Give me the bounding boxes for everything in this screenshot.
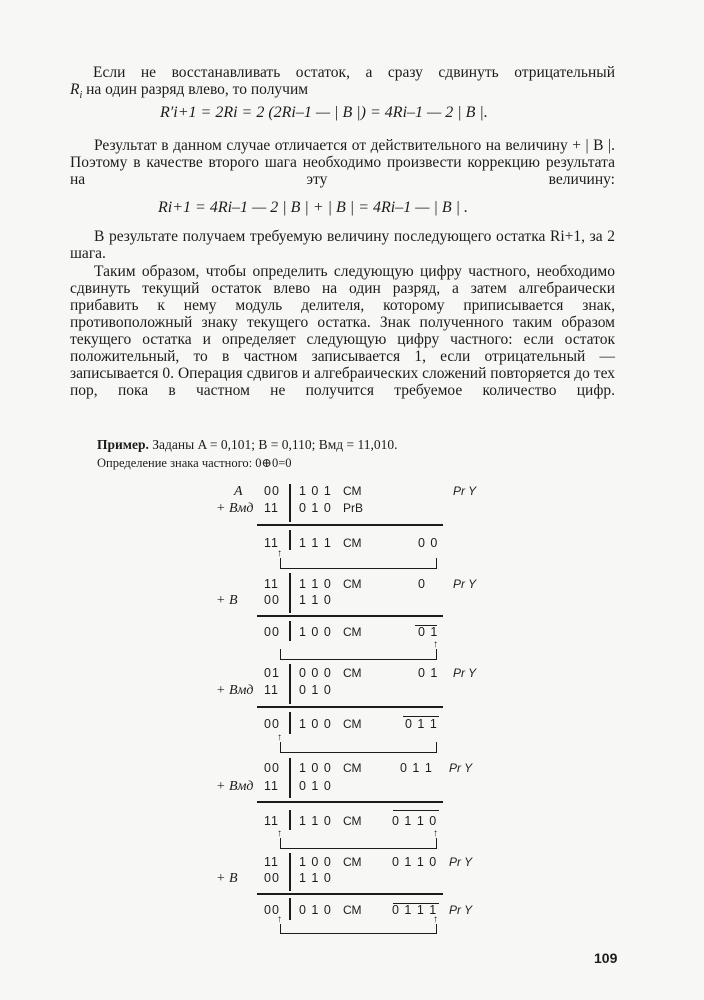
operand-label: A	[234, 484, 243, 499]
register-right: Pr Y	[453, 666, 477, 680]
para4: Таким образом, чтобы определить следующую цифру частного, необходимо сдвинуть текущий остаток влево на один разряд, а затем алгебраически прибавить к нему модуль делителя, которому приписывается знак, противоположный знаку текущего остатка. Знак полученного таким образом текущего остатка и определяет следующую цифру частного: если остаток положительный, то в частном записывается 1, если отрицательный — записывается 0. Операция сдвигов и алгебраических сложений повторяется до тех пор, пока в частном не получится требуемое количество цифр.	[70, 263, 615, 399]
var-R: R	[70, 81, 80, 98]
up-arrow-icon: ↑	[433, 914, 438, 925]
register-tag: СМ	[343, 814, 362, 828]
register-right: Pr Y	[449, 855, 473, 869]
int-part: 11	[264, 683, 279, 697]
sum-rule	[257, 706, 443, 708]
example-given	[97, 437, 398, 453]
quotient-digits: 0 1	[418, 666, 439, 680]
example-sign: Определение знака частного: 0⊕0=0	[97, 456, 292, 470]
shift-bracket	[280, 933, 437, 934]
frac-part: 1 1 1	[299, 536, 332, 550]
int-part: 00	[264, 484, 280, 498]
frac-part: 1 1 0	[299, 593, 332, 607]
shift-bracket	[436, 838, 437, 848]
int-part: 11	[264, 814, 279, 828]
operand-label: + Bмд	[216, 501, 254, 516]
frac-part: 0 0 0	[299, 666, 332, 680]
separator	[289, 898, 291, 920]
separator	[289, 758, 291, 798]
register-tag: СМ	[343, 717, 362, 731]
example-label: Пример.	[97, 437, 149, 452]
quotient-digits: 0 1	[418, 625, 439, 639]
separator	[289, 810, 291, 830]
frac-part: 0 1 0	[299, 779, 332, 793]
up-arrow-icon: ↑	[277, 732, 282, 743]
frac-part: 1 0 0	[299, 855, 332, 869]
up-arrow-icon: ↑	[433, 639, 438, 650]
quotient-digits: 0 1 1 0	[392, 814, 438, 828]
separator	[289, 530, 291, 550]
quotient-digits: 0 1 1 1	[392, 903, 438, 917]
separator	[289, 573, 291, 613]
int-part: 11	[264, 577, 279, 591]
int-part: 11	[264, 501, 279, 515]
quotient-digits: 0 0	[418, 536, 439, 550]
shift-bracket	[436, 924, 437, 933]
sum-rule	[257, 615, 443, 617]
var-sub: i	[79, 90, 83, 102]
shift-bracket	[280, 924, 281, 933]
sum-rule	[257, 801, 443, 803]
register-tag: СМ	[343, 903, 362, 917]
register-right: Pr Y	[449, 903, 473, 917]
para2: Результат в данном случае отличается от действительного на величину + | B |. Поэтому в качестве второго шага необходимо произвести коррекцию результата на эту величину:	[70, 137, 615, 188]
frac-part: 0 1 0	[299, 903, 332, 917]
register-tag: СМ	[343, 536, 362, 550]
separator	[289, 712, 291, 734]
int-part: 11	[264, 779, 279, 793]
shift-bracket	[280, 568, 437, 569]
register-right: Pr Y	[453, 577, 477, 591]
frac-part: 1 0 0	[299, 761, 332, 775]
frac-part: 1 0 0	[299, 625, 332, 639]
page-number: 109	[594, 950, 618, 966]
frac-part: 1 0 1	[299, 484, 332, 498]
operand-label: + B	[216, 593, 238, 608]
para1-line2	[70, 81, 615, 104]
shift-bracket	[280, 558, 281, 568]
shift-bracket	[436, 649, 437, 659]
equation-2: Ri+1 = 4Ri–1 — 2 | B | + | B | = 4Ri–1 — | B | .	[158, 199, 469, 216]
shift-bracket	[280, 848, 437, 849]
operand-label: + B	[216, 871, 238, 886]
up-arrow-icon: ↑	[277, 548, 282, 559]
register-tag: СМ	[343, 577, 362, 591]
frac-part: 1 1 0	[299, 871, 332, 885]
shift-bracket	[280, 838, 281, 848]
shift-bracket	[280, 659, 437, 660]
frac-part: 1 1 0	[299, 577, 332, 591]
shift-bracket	[280, 752, 437, 753]
separator	[289, 853, 291, 891]
register-tag: СМ	[343, 761, 362, 775]
register-tag: СМ	[343, 484, 362, 498]
para3: В результате получаем требуемую величину последующего остатка Ri+1, за 2 шага.	[70, 228, 615, 262]
quotient-digits: 0 1 1	[400, 761, 433, 775]
para1-line1: Если не восстанавливать остаток, а сразу сдвинуть отрицательный	[93, 64, 615, 81]
int-part: 00	[264, 903, 280, 917]
quotient-digits: 0	[418, 577, 426, 591]
para1-rest: на один разряд влево, то получим	[82, 81, 309, 98]
separator	[289, 484, 291, 522]
register-tag: СМ	[343, 666, 362, 680]
operand-label: + Bмд	[216, 683, 254, 698]
up-arrow-icon: ↑	[433, 828, 438, 839]
int-part: 11	[264, 855, 279, 869]
operand-label: + Bмд	[216, 779, 254, 794]
equation-1: R′i+1 = 2Ri = 2 (2Ri–1 — | B |) = 4Ri–1 — 2 | B |.	[160, 104, 488, 121]
int-part: 00	[264, 871, 280, 885]
shift-bracket	[436, 742, 437, 752]
frac-part: 0 1 0	[299, 501, 332, 515]
shift-bracket	[280, 742, 281, 752]
up-arrow-icon: ↑	[277, 914, 282, 925]
frac-part: 0 1 0	[299, 683, 332, 697]
int-part: 01	[264, 666, 280, 680]
sum-rule	[257, 524, 443, 526]
quotient-digits: 0 1 1 0	[392, 855, 438, 869]
example-given-text: Заданы A = 0,101; B = 0,110; Bмд = 11,010.	[152, 437, 398, 452]
shift-bracket	[280, 649, 281, 659]
register-tag: PrB	[343, 501, 364, 515]
up-arrow-icon: ↑	[277, 828, 282, 839]
frac-part: 1 0 0	[299, 717, 332, 731]
int-part: 00	[264, 625, 280, 639]
int-part: 00	[264, 717, 280, 731]
register-tag: СМ	[343, 625, 362, 639]
int-part: 00	[264, 593, 280, 607]
quotient-digits: 0 1 1	[405, 717, 438, 731]
separator	[289, 664, 291, 704]
int-part: 00	[264, 761, 280, 775]
separator	[289, 621, 291, 641]
sum-rule	[257, 893, 443, 895]
register-right: Pr Y	[449, 761, 473, 775]
frac-part: 1 1 0	[299, 814, 332, 828]
int-part: 11	[264, 536, 279, 550]
register-right: Pr Y	[453, 484, 477, 498]
register-tag: СМ	[343, 855, 362, 869]
quotient-overline	[393, 810, 439, 811]
shift-bracket	[436, 558, 437, 568]
